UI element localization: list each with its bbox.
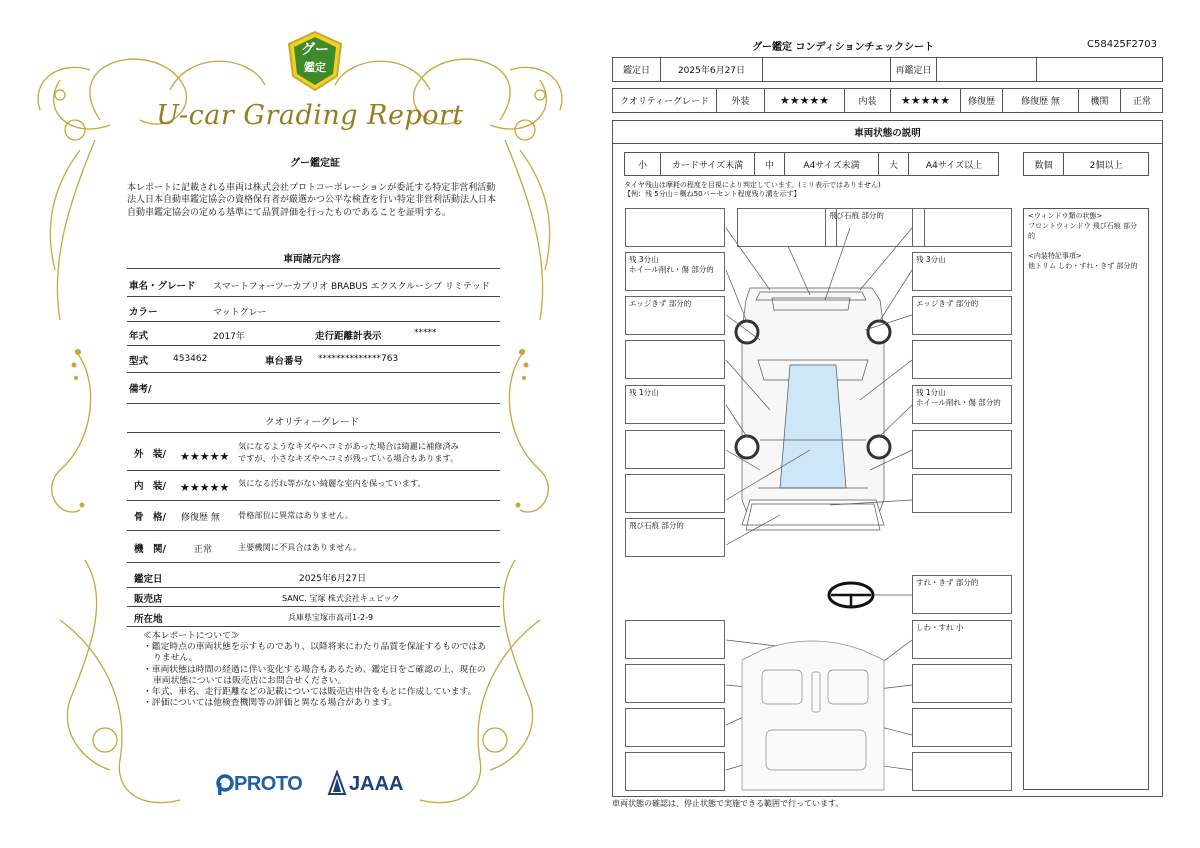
- frame-label: 骨 格/: [134, 512, 166, 523]
- note-item: ・車両状態は時間の経過に伴い変化する場合もあるため、鑑定日をご確認の上、現在の車両状態については販売店にお問合せください。: [143, 664, 486, 686]
- jaaa-logo-text: JAAA: [349, 773, 404, 795]
- exterior-text-2: ですが、小さなキズやヘコミが残っている場合もあります。: [238, 453, 459, 463]
- divider: [127, 403, 500, 404]
- steering-wheel-icon: [829, 583, 873, 607]
- condition-box-steering: すれ・きず 部分的: [912, 575, 1012, 614]
- interior-note-value: 他トリム しわ・すれ・きず 部分的: [1028, 262, 1138, 270]
- exterior-stars: ★★★★★: [180, 450, 230, 463]
- interior-stars: ★★★★★: [891, 89, 961, 112]
- location-value: 兵庫県宝塚市高司1-2-9: [288, 613, 374, 622]
- tire-note-1: タイヤ残山は摩耗の程度を目視により判定しています。(ミリ表示ではありません): [624, 181, 881, 189]
- report-notes: [143, 631, 493, 709]
- divider: [127, 587, 500, 588]
- legend-medium-desc: A4サイズ未満: [785, 153, 879, 175]
- interior-text: 気になる汚れ等がない綺麗な室内を保っています。: [238, 478, 426, 488]
- condition-box-rear-glass: 飛び石痕 部分的: [625, 518, 725, 557]
- legend-count: 数個: [1024, 153, 1064, 175]
- engine-value: 正常: [1132, 97, 1151, 107]
- chassis-label: 車台番号: [265, 356, 304, 367]
- mileage-label: 走行距離計表示: [315, 331, 382, 342]
- sheet-title: グー鑑定 コンディションチェックシート: [752, 42, 935, 53]
- condition-box: [625, 752, 725, 791]
- condition-box: [912, 664, 1012, 703]
- engine-label: 機関: [1079, 89, 1121, 112]
- color-value: マットグレー: [213, 308, 267, 318]
- goo-appraisal-badge-icon: [287, 30, 343, 92]
- condition-box: [625, 208, 725, 247]
- exterior-text-1: 気になるようなキズやヘコミがあった場合は綺麗に補修済み: [238, 441, 459, 451]
- model-label: 車名・グレード: [129, 281, 196, 292]
- frame-value: 修復歴 無: [181, 513, 220, 523]
- section-title: 車両状態の説明: [612, 120, 1163, 144]
- divider: [127, 268, 500, 269]
- condition-box: [625, 708, 725, 747]
- engine-text: 主要機関に不具合はありません。: [238, 542, 362, 552]
- quality-title: クオリティーグレード: [264, 417, 360, 428]
- dealer-label: 販売店: [134, 594, 163, 605]
- remarks-label: 備考/: [129, 384, 152, 395]
- dealer-value: SANC. 宝塚 株式会社キュビック: [282, 594, 400, 603]
- color-label: カラー: [129, 307, 158, 318]
- type-label: 型式: [129, 356, 149, 367]
- condition-box: [625, 620, 725, 659]
- divider: [127, 606, 500, 607]
- chassis-value: **************763: [318, 354, 399, 364]
- interior-label: 内装: [845, 89, 891, 112]
- interior-stars: ★★★★★: [180, 481, 230, 494]
- condition-box: [737, 208, 837, 247]
- interior-note-title: <内装特記事項>: [1028, 252, 1082, 260]
- certificate-title: グー鑑定証: [290, 158, 340, 169]
- note-item: ・評価については他検査機関等の評価と異なる場合があります。: [143, 698, 398, 709]
- frame-text: 骨格部位に異常はありません。: [238, 510, 354, 520]
- notes-title: ≪本レポートについて≫: [143, 631, 240, 641]
- legend-count-desc: 2個以上: [1089, 160, 1123, 171]
- year-value: 2017年: [213, 332, 245, 342]
- divider: [127, 345, 500, 346]
- window-title: <ウィンドウ類の状態>: [1028, 212, 1103, 220]
- window-value: フロントウィンドウ 飛び石痕 部分的: [1028, 222, 1138, 240]
- tire-note-2: 【例：残 5分山＝概ね50パーセント程度残り溝を示す】: [624, 190, 801, 198]
- type-value: 453462: [173, 354, 208, 364]
- divider: [127, 626, 500, 627]
- condition-box-front-left-tire: 残 3分山 ホイール削れ・傷 部分的: [625, 252, 725, 291]
- divider: [127, 530, 500, 531]
- interior-label: 内 装/: [134, 481, 166, 492]
- engine-value: 正常: [194, 545, 213, 555]
- divider: [127, 296, 500, 297]
- proto-logo-text: PROTO: [234, 773, 303, 795]
- sheet-id: C58425F2703: [1087, 39, 1157, 50]
- divider: [127, 372, 500, 373]
- location-label: 所在地: [134, 614, 163, 625]
- note-item: ・年式、車名、走行距離などの記載については販売店申告をもとに作成しています。: [143, 687, 477, 698]
- condition-box-left-edge: エッジきず 部分的: [625, 296, 725, 335]
- legend-large-desc: A4サイズ以上: [925, 160, 983, 171]
- legend-small-desc: カードサイズ未満: [661, 153, 755, 175]
- divider: [127, 562, 500, 563]
- condition-box: [912, 208, 1012, 247]
- divider: [127, 321, 500, 322]
- condition-box: [625, 474, 725, 513]
- proto-logo-icon: [216, 774, 234, 796]
- appraisal-date-label: 鑑定日: [134, 574, 163, 585]
- exterior-label: 外装: [717, 89, 765, 112]
- model-value: スマートフォーツーカブリオ BRABUS エクスクルーシブ リミテッド: [213, 282, 490, 292]
- appraisal-date-value: 2025年6月27日: [299, 574, 367, 584]
- exterior-label: 外 装/: [134, 449, 166, 460]
- report-script-title: U-car Grading Report: [156, 100, 464, 131]
- repair-label: 修復歴: [961, 89, 1003, 112]
- divider: [127, 432, 500, 433]
- condition-check-sheet: [600, 0, 1200, 848]
- date-label: 鑑定日: [613, 58, 661, 81]
- exterior-stars: ★★★★★: [765, 89, 845, 112]
- mileage-value: *****: [414, 328, 437, 338]
- condition-box-rear-left-tire: 残 1分山: [625, 385, 725, 424]
- badge-top-text: グー: [301, 42, 329, 58]
- condition-box-rear-right-tire: 残 1分山 ホイール削れ・傷 部分的: [912, 385, 1012, 424]
- condition-box: [912, 752, 1012, 791]
- condition-box: [625, 340, 725, 379]
- condition-box-front-right-tire: 残 3分山: [912, 252, 1012, 291]
- badge-bottom-text: 鑑定: [304, 61, 326, 74]
- condition-box: [912, 708, 1012, 747]
- condition-box: [625, 430, 725, 469]
- condition-box: [912, 430, 1012, 469]
- reappraisal-label: 再鑑定日: [891, 58, 937, 81]
- condition-box-right-edge: エッジきず 部分的: [912, 296, 1012, 335]
- engine-label: 機 関/: [134, 544, 166, 555]
- legend-medium: 中: [755, 153, 785, 175]
- condition-box: [912, 340, 1012, 379]
- jaaa-logo-icon: [327, 770, 347, 796]
- condition-box: [625, 664, 725, 703]
- repair-value: 修復歴 無: [1003, 89, 1079, 112]
- quality-label: クオリティーグレード: [613, 89, 717, 112]
- condition-box-seat: しわ・すれ 小: [912, 620, 1012, 659]
- year-label: 年式: [129, 331, 149, 342]
- sheet-footer: 車両状態の確認は、停止状態で実施できる範囲で行っています。: [612, 799, 844, 808]
- condition-box-front-glass: 飛び石痕 部分的: [825, 208, 925, 247]
- divider: [127, 500, 500, 501]
- legend-large: 大: [879, 153, 909, 175]
- divider: [127, 470, 500, 471]
- legend-small: 小: [625, 153, 661, 175]
- specs-title: 車両諸元内容: [283, 254, 341, 265]
- certificate-text: 本レポートに記載される車両は株式会社プロトコーポレーションが委託する特定非営利活動法人日本自動車鑑定協会の資格保有者が厳選かつ公平な検査を行い特定非営利活動法人日本自動車鑑定協会の定める基準にて品質評価を行ったものであることを証明する。: [127, 183, 497, 218]
- condition-box: [912, 474, 1012, 513]
- note-item: ・鑑定時点の車両状態を示すものであり、以降将来にわたり品質を保証するものではありません。: [143, 642, 487, 664]
- date-value: 2025年6月27日: [661, 58, 763, 81]
